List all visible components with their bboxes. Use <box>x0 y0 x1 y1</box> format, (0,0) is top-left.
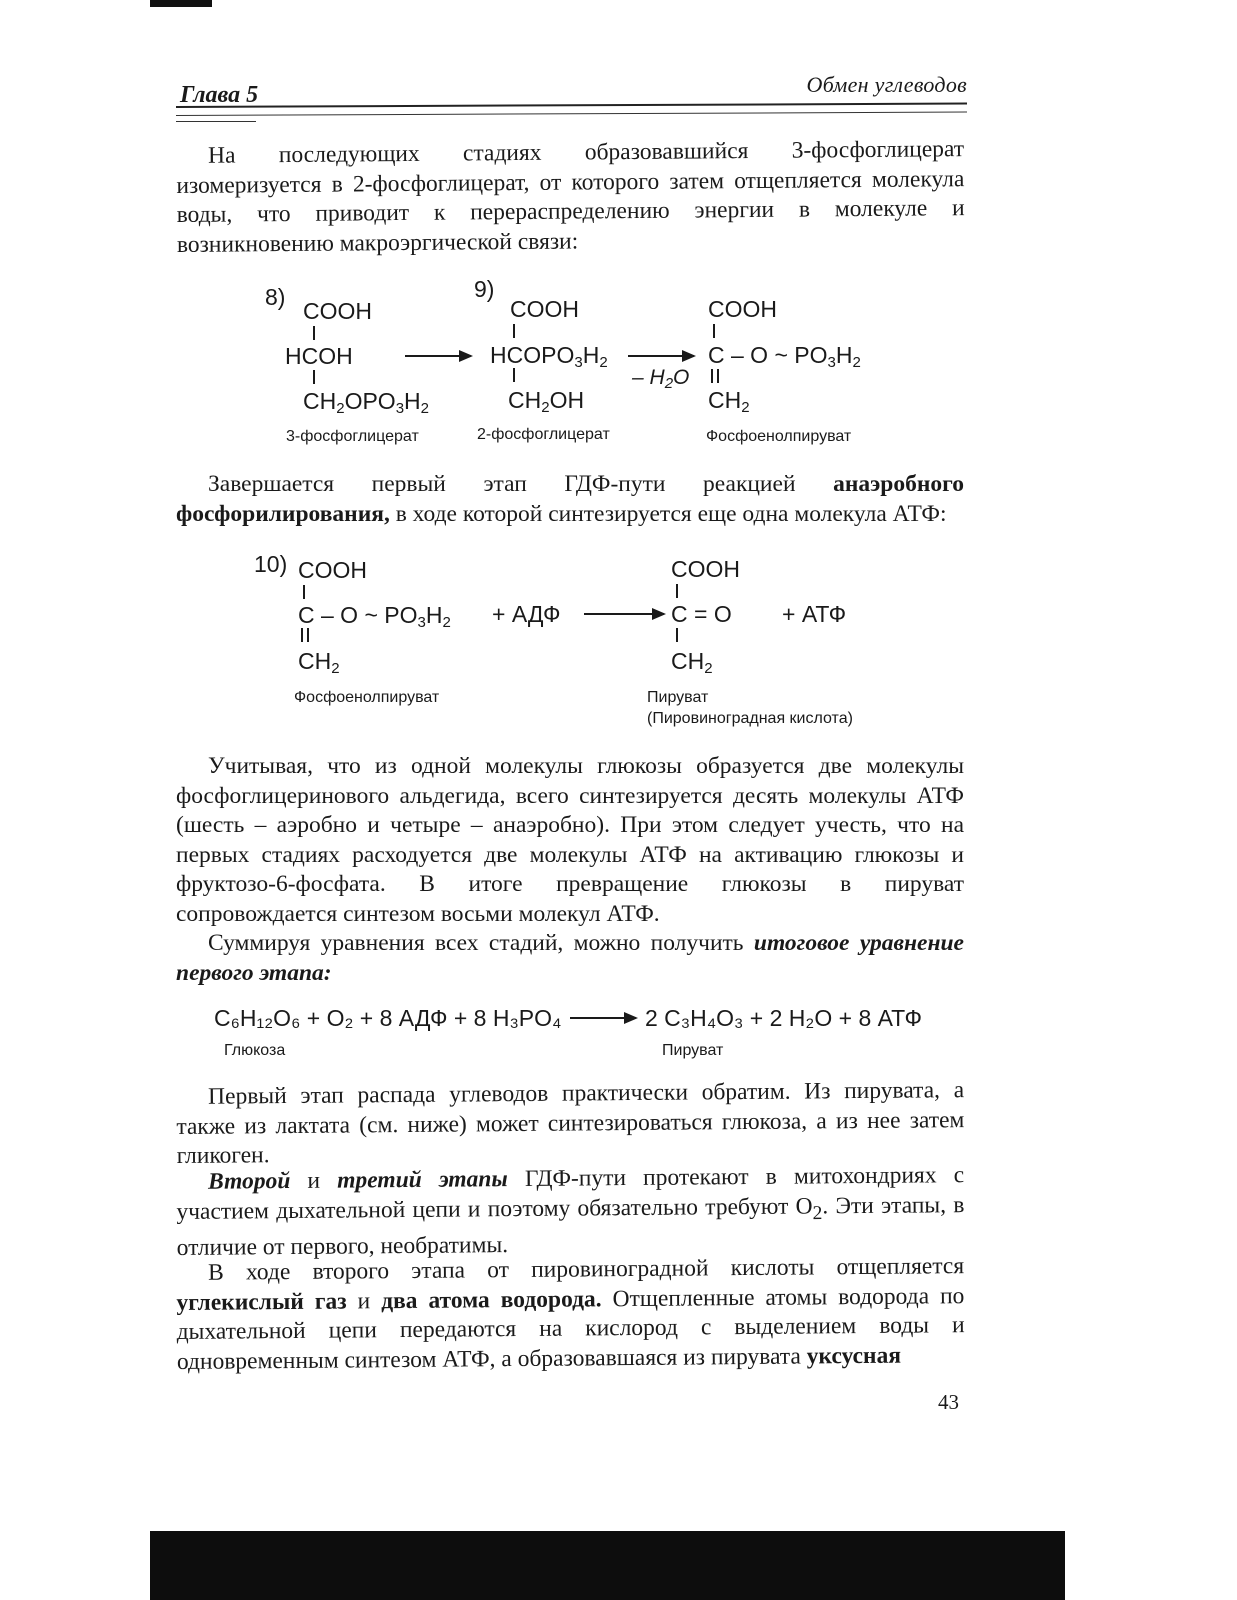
paragraph-1: На последующих стадиях образовавшийся 3-фосфоглицерат изомеризуется в 2-фосфоглицерат, от которого затем отщепляется молекула воды, что приводит к перераспределению энергии в молекуле и возникновению макроэргической связи: <box>176 136 965 258</box>
step-number: 8) <box>265 284 286 310</box>
minus-water: – $H_2O$ <box>632 366 690 392</box>
formula-ch2: $CH_2$ <box>298 648 340 677</box>
product-atp: + АТФ <box>782 601 847 627</box>
chapter-label: Глава 5 <box>180 82 259 108</box>
formula-cooh: COOH <box>303 298 372 324</box>
page-number: 43 <box>938 1390 959 1414</box>
formula-hcoh: HCOH <box>285 343 353 369</box>
compound-label: Пируват <box>647 689 709 706</box>
compound-label: Фосфоенолпируват <box>294 689 440 706</box>
compound-label: Фосфоенолпируват <box>706 428 852 445</box>
formula-ch2oh: $CH_2OH$ <box>508 387 585 416</box>
formula-cooh: COOH <box>671 556 740 582</box>
bond <box>313 370 315 384</box>
paragraph-6: Второй и третий этапы ГДФ-пути протекают в митохондриях с участием дыхательной цепи и поэтому обязательно требуют $O_2$. Эти этапы, в отличие от первого, необратимы. <box>176 1162 965 1261</box>
formula-hcopo3h2: $HCOPO_3H_2$ <box>490 342 608 371</box>
formula-cooh: COOH <box>708 296 777 322</box>
bond <box>676 584 678 598</box>
formula-ch2opo3h2: $CH_2OPO_3H_2$ <box>303 388 430 417</box>
scan-edge-bottom <box>150 1531 1065 1600</box>
compound-label: (Пировиноградная кислота) <box>647 710 853 727</box>
compound-label: 3-фосфоглицерат <box>286 428 419 445</box>
reaction-arrow <box>584 613 664 615</box>
double-bond <box>301 628 309 642</box>
reagent-adp: + АДФ <box>492 601 561 627</box>
paragraph-2: Завершается первый этап ГДФ-пути реакцией анаэробного фосфорилирования, в ходе которой синтезируется еще одна молекула АТФ: <box>176 471 964 527</box>
step-number: 9) <box>474 276 495 302</box>
bond <box>513 368 515 382</box>
formula-cooh: COOH <box>298 557 367 583</box>
paragraph-3: Учитывая, что из одной молекулы глюкозы образуется две молекулы фосфоглицеринового альдегида, всего синтезируется десять молекулы АТФ (шесть – аэробно и четыре – анаэробно). При этом следует учесть, что на первых стадиях расходуется две молекулы АТФ на активацию глюкозы и фруктозо-6-фосфата. В итоге превращение глюкозы в пируват сопровождается синтезом восьми молекул АТФ. <box>176 753 964 927</box>
scan-edge-top <box>150 0 212 7</box>
compound-label: 2-фосфоглицерат <box>477 426 610 443</box>
paragraph-5: Первый этап распада углеводов практически обратим. Из пирувата, а также из лактата (см. ниже) может синтезироваться глюкоза, а из нее затем гликоген. <box>176 1077 965 1169</box>
section-title: Обмен углеводов <box>806 72 967 97</box>
formula-cooh: COOH <box>510 296 579 322</box>
equation-left: C₆H₁₂O₆ + O₂ + 8 АДФ + 8 H₃PO₄ <box>214 1005 562 1031</box>
bond <box>713 324 715 338</box>
paragraph-4: Суммируя уравнения всех стадий, можно получить итоговое уравнение первого этапа: <box>176 930 964 986</box>
reaction-arrow <box>405 355 471 357</box>
bond <box>303 585 305 599</box>
step-number: 10) <box>254 551 288 577</box>
formula-ch2: $CH_2$ <box>708 387 750 416</box>
formula-c-eq-o: C = O <box>671 601 732 627</box>
reaction-arrow <box>628 355 694 357</box>
formula-ch2: $CH_2$ <box>671 648 713 677</box>
header-rule <box>176 112 967 116</box>
header-rule <box>176 121 256 122</box>
bond <box>676 628 678 642</box>
paragraph-7: В ходе второго этапа от пировиноградной кислоты отщепляется углекислый газ и два атома водорода. Отщепленные атомы водорода по дыхательной цепи передаются на кислород с выделением воды и одновременным синтезом АТФ, а образовавшаяся из пирувата уксусная <box>176 1253 965 1375</box>
formula-c-o-po3h2: C – O ~ $PO_3H_2$ <box>298 602 451 631</box>
equation-right: 2 C₃H₄O₃ + 2 H₂O + 8 АТФ <box>645 1005 922 1031</box>
formula-c-o-po3h2: C – O ~ $PO_3H_2$ <box>708 342 861 371</box>
bond <box>313 326 315 340</box>
double-bond <box>711 369 719 383</box>
header-rule <box>176 103 967 108</box>
compound-label: Глюкоза <box>224 1042 286 1059</box>
compound-label: Пируват <box>662 1042 724 1059</box>
bond <box>513 324 515 338</box>
reaction-arrow <box>570 1017 636 1019</box>
